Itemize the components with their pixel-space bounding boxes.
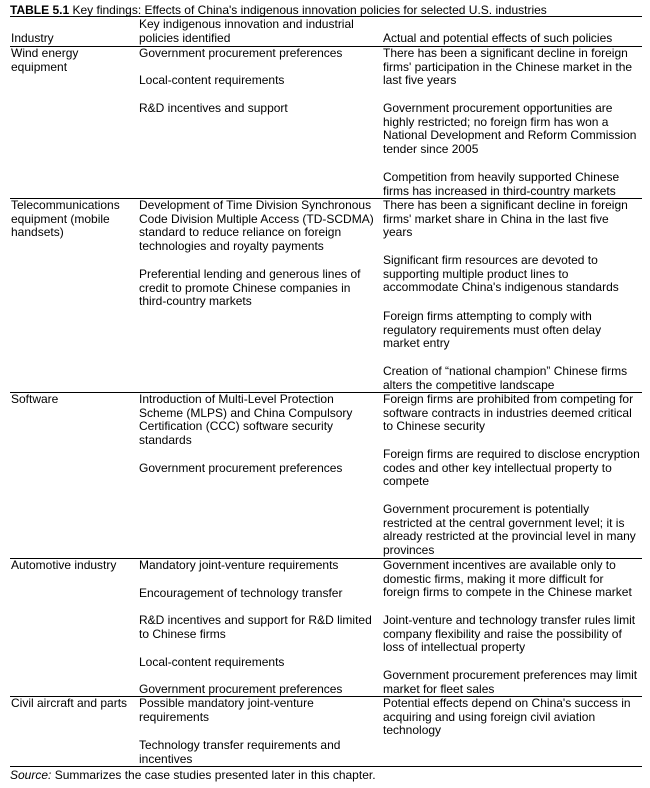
policy-item: R&D incentives and support for R&D limited to Chinese firms [139,613,372,641]
effect-item: Foreign firms are prohibited from competing for software contracts in industries deemed critical to Chinese security [383,392,634,434]
effect-item: Government procurement is potentially restricted at the central government level; it is already restricted at the provincial level in many provinces [383,502,636,557]
effect-item: Joint-venture and technology transfer rules limit company flexibility and raise the possibility of loss of intellectual property [383,613,636,655]
policy-item: Government procurement preferences [139,461,343,475]
effect-item: Foreign firms are required to disclose encryption codes and other key intellectual property to compete [383,447,640,489]
policy-item: Government procurement preferences [139,682,343,696]
table-label: TABLE 5.1 [10,3,70,17]
effect-item: Government procurement preferences may limit market for fleet sales [383,668,638,696]
industry-automotive: Automotive industry [11,558,117,572]
policy-item: Development of Time Division Synchronous Code Division Multiple Access (TD-SCDMA) standard to reduce reliance on foreign technologies and royalty payments [139,198,374,253]
effect-item: Creation of “national champion” Chinese firms alters the competitive landscape [383,364,628,392]
bottom-rule [10,766,642,767]
industry-wind-energy: Wind energy equipment [11,46,79,74]
policy-item: Introduction of Multi-Level Protection Scheme (MLPS) and China Compulsory Certification (CCC) software security standards [139,392,353,447]
header-industry: Industry [11,31,54,45]
table-title [10,3,547,17]
industry-telecom: Telecommunications equipment (mobile handsets) [11,198,120,240]
effect-item: Foreign firms attempting to comply with regulatory requirements must often delay market entry [383,309,602,351]
source-text: Summarizes the case studies presented later in this chapter. [54,768,376,782]
header-effects: Actual and potential effects of such policies [383,31,613,45]
effect-item: There has been a significant decline in foreign firms' participation in the Chinese market in the last five years [383,46,633,88]
source-note [10,768,376,782]
policy-item: Mandatory joint-venture requirements [139,558,339,572]
effect-item: Government incentives are available only to domestic firms, making it more difficult for foreign firms to compete in the Chinese market [383,558,632,600]
policy-item: R&D incentives and support [139,101,288,115]
effect-item: There has been a significant decline in foreign firms' market share in China in the last five years [383,198,628,240]
industry-civil-aircraft: Civil aircraft and parts [11,696,128,710]
effect-item: Significant firm resources are devoted to supporting multiple product lines to accommodate China's indigenous standards [383,253,619,295]
policy-item: Possible mandatory joint-venture requirements [139,696,314,724]
policy-item: Local-content requirements [139,73,285,87]
source-label: Source: [10,768,52,782]
policy-item: Government procurement preferences [139,46,343,60]
effect-item: Government procurement opportunities are highly restricted; no foreign firm has won a National Development and Reform Commission tender since 2005 [383,101,637,156]
policy-item: Local-content requirements [139,655,285,669]
policy-item: Preferential lending and generous lines of credit to promote Chinese companies in third-country markets [139,267,361,309]
header-policies: Key indigenous innovation and industrial policies identified [139,17,354,45]
table-caption: Key findings: Effects of China's indigenous innovation policies for selected U.S. industries [72,3,547,17]
policy-item: Technology transfer requirements and incentives [139,738,341,766]
policy-item: Encouragement of technology transfer [139,586,343,600]
industry-software: Software [11,392,59,406]
effect-item: Competition from heavily supported Chinese firms has increased in third-country markets [383,170,620,198]
effect-item: Potential effects depend on China's success in acquiring and using foreign civil aviation technology [383,696,631,738]
